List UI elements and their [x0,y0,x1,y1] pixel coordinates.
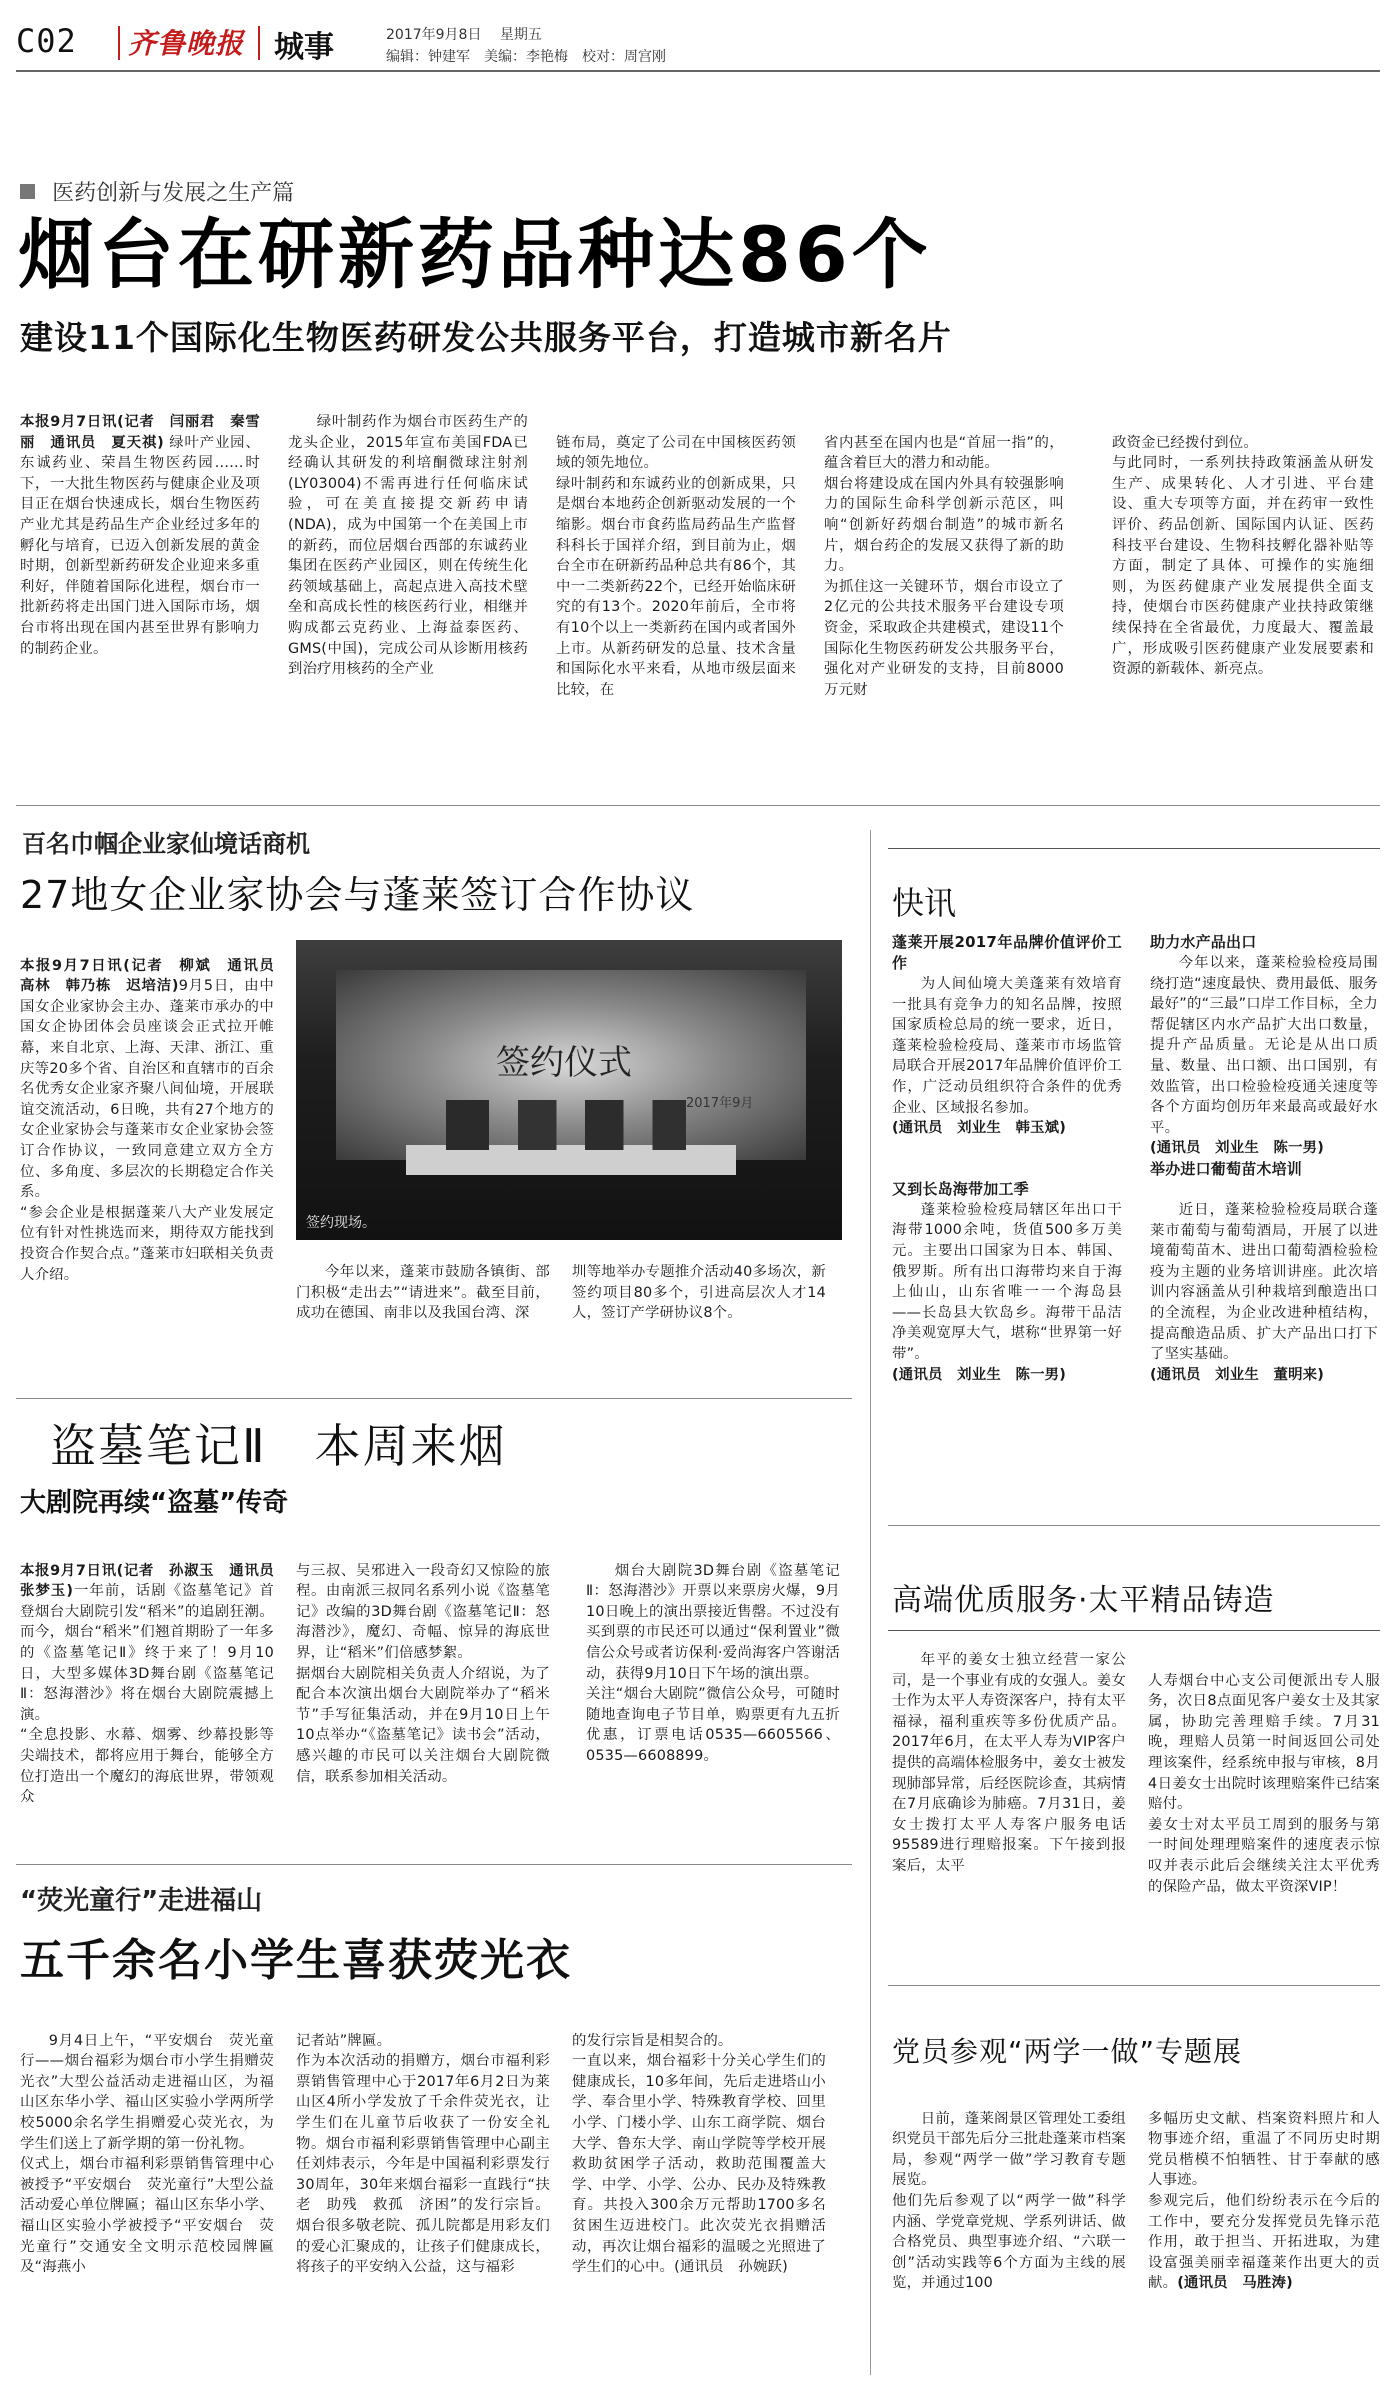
dangyuan-col2 [1148,2088,1380,2315]
article2-col1-text: 9月5日，由中国女企业家协会主办、蓬莱市承办的中国女企协团体会员座谈会正式拉开帷幕，来自北京、上海、天津、浙江、重庆等20多个省、自治区和直辖市的百余名优秀女企业家齐聚八间仙境，开展联谊交流活动，6日晚，共有27个地方的女企业家协会与蓬莱市女企业家协会签订合作协议，一致同意建立双方全方位、多角度、多层次的长期稳定合作关系。 “参会企业是根据蓬莱八大产业发展定位有针对性挑选而来，期待双方能找到投资合作契合点。”蓬莱市妇联相关负责人介绍。 [20,978,274,1283]
article1-headline: 烟台在研新药品种达86个 [18,210,932,299]
article3-col3-text: 烟台大剧院3D舞台剧《盗墓笔记Ⅱ：怒海潜沙》开票以来票房火爆，9月10日晚上的演出票接近售罄。不过没有买到票的市民还可以通过“保利置业”微信公众号或者访保利·爱尚海客户答谢活动，获得9月10日下午场的演出票。 关注“烟台大剧院”微信公众号，可随时随地查询电子节目单，购票更有九五折优惠，订票电话0535—6605566、0535—6608899。 [586,1562,840,1764]
kuaixun-item2-title: 又到长岛海带加工季 [892,1179,1029,1198]
weekday: 星期五 [499,27,542,43]
kuaixun-col2 [1150,932,1378,1385]
masthead [0,0,1395,70]
kuaixun-bottom-rule [888,1525,1380,1526]
kuaixun-col1 [892,932,1122,1385]
article3-headline: 盗墓笔记Ⅱ 本周来烟 [50,1419,507,1473]
taiping-col1-text: 年平的姜女士独立经营一家公司，是一个事业有成的女强人。姜女士作为太平人寿资深客户，持有太平福禄，福利重疾等多份优质产品。2017年6月，在太平人寿为VIP客户提供的高端体检服务中，姜女士被发现肺部异常，后经医院诊查，其病情在7月底确诊为肺癌。7月31日，姜女士拨打太平人寿客户服务电话95589进行理赔报案。下午接到报案后，太平 [892,1652,1126,1874]
photo-stage-text: 签约仪式 [496,1043,632,1083]
masthead-divider [118,26,120,60]
article2-bottom-rule [16,1398,852,1399]
article3-col2-text: 与三叔、吴邪进入一段奇幻又惊险的旅程。由南派三叔同名系列小说《盗墓笔记》改编的3D舞台剧《盗墓笔记Ⅱ：怒海潜沙》，魔幻、奇幅、惊异的海底世界，让“稻米”们倍感梦絮。 据烟台大剧院相关负责人介绍说，为了配合本次演出烟台大剧院举办了“稻米节”手写征集活动，并在9月10日上午10点举办“《盗墓笔记》读书会”活动，感兴趣的市民可以关注烟台大剧院微信，联系参加相关活动。 [296,1562,550,1785]
article1-col5 [1112,412,1374,700]
article1-col5-text: 政资金已经拨付到位。 与此同时，一系列扶持政策涵盖从研发生产、成果转化、人才引进、平台建设、重大专项等方面，并在药审一致性评价、药品创新、国际国内认证、医药科技平台建设、生物科技孵化器补贴等方面，制定了具体、可操作的实施细则，为医药健康产业发展提供全面支持，使烟台市医药健康产业扶持政策继续保持在全省最优，力度最大、覆盖最广，形成吸引医药健康产业发展要素和资源的新载体、新亮点。 [1112,434,1374,678]
issue-date [386,24,542,44]
dangyuan-col1 [892,2088,1126,2315]
article2-kicker: 百名巾帼企业家仙境话商机 [22,830,310,858]
signing-ceremony-photo [296,940,842,1240]
article3-subhead: 大剧院再续“盗墓”传奇 [20,1488,289,1518]
article1-col4-text: 省内甚至在国内也是“首屈一指”的，蕴含着巨大的潜力和动能。 烟台将建设成在国内外具有较强影响力的国际生命科学创新示范区，叫响“创新好药烟台制造”的城市新名片，烟台药企的发展又获得了新的助力。 为抓住这一关键环节，烟台市设立了2亿元的公共技术服务平台建设专项资金，采取政企共建模式，建设11个国际化生物医药研发公共服务平台，强化对产业研发的支持，目前8000万元财 [824,434,1064,698]
article4-kicker: “荧光童行”走进福山 [20,1886,263,1916]
kuaixun-item3-title: 助力水产品出口 [1150,933,1257,951]
kuaixun-item2-text: 蓬莱检验检疫局辖区年出口干海带1000余吨，货值500多万美元。主要出口国家为日本、韩国、俄罗斯。所有出口海带均来自于海上仙山，山东省唯一一个海岛县——长岛县大钦岛乡。海带干品洁净美观宽厚大气，堪称“世界第一好带”。 [892,1201,1122,1362]
article4-col1-text: 9月4日上午，“平安烟台 荧光童行——烟台福彩为烟台市小学生捐赠荧光衣”大型公益活动走进福山区，为福山区东华小学、福山区实验小学两所学校5000余名学生捐赠爱心荧光衣，为学生们送上了新学期的第一份礼物。 仪式上，烟台市福利彩票销售管理中心被授予“平安烟台 荧光童行”大型公益活动爱心单位牌匾；福山区东华小学、福山区实验小学被授予“平安烟台 荧光童行”交通安全文明示范校园牌匾及“海燕小 [20,2032,274,2276]
photo-stage-date: 2017年9月 [686,1096,754,1111]
taiping-col1 [892,1650,1126,1877]
article4-col2-text: 记者站”牌匾。 作为本次活动的捐赠方，烟台市福利彩票销售管理中心于2017年6月2日为莱山区4所小学发放了千余件荧光衣，让学生们在儿童节后收获了一份安全礼物。烟台市福利彩票销售管理中心副主任刘炜表示，今年是中国福利彩票发行30周年，30年来烟台福彩一直践行“扶老 助残 救孤 济困”的发行宗旨。烟台很多敬老院、孤儿院都是用彩友们的爱心汇聚成的，让孩子们健康成长，将孩子的平安纳入公益，这与福彩 [296,2032,550,2276]
article1-col1 [20,412,260,659]
section-name: 城事 [274,30,334,65]
article2-col1 [20,935,289,1306]
kicker-square-icon [20,184,35,199]
article3-col1-text: 一年前，话剧《盗墓笔记》首登烟台大剧院引发“稻米”的追剧狂潮。而今，烟台“稻米”们翘首期盼了一年多的《盗墓笔记Ⅱ》终于来了！9月10日，大型多媒体3D舞台剧《盗墓笔记Ⅱ：怒海潜沙》将在烟台大剧院震撼上演。 “全息投影、水幕、烟雾、纱幕投影等尖端技术，都将应用于舞台，能够全方位打造出一个魔幻的海底世界，带领观众 [20,1583,274,1806]
paper-logo: 齐鲁晚报 [128,27,245,60]
taiping-col2-text: 人寿烟台中心支公司便派出专人服务，次日8点面见客户姜女士及其家属，协助完善理赔手续。7月31晚，理赔人员第一时间返回公司处理该案件，经系统申报与审核，8月4日姜女士出院时该理赔案件已结案赔付。 姜女士对太平员工周到的服务与第一时间处理理赔案件的速度表示惊叹并表示此后会继续关注太平优秀的保险产品，做太平资深VIP！ [1148,1672,1380,1895]
article2-lead: 本报9月7日讯(记者 柳斌 通讯员 高林 韩乃栋 迟培洁) [20,957,289,995]
kuaixun-item4-text: 近日，蓬莱检验检疫局联合蓬莱市葡萄与葡萄酒局，开展了以进境葡萄苗木、进出口葡萄酒检验检疫为主题的业务培训讲座。此次培训内容涵盖从引种栽培到酿造出口的全流程，为企业改进种植结构，提高酿造品质、扩大产品出口打下了坚实基础。 [1150,1201,1378,1363]
masthead-rule [16,70,1380,72]
dangyuan-byline: (通讯员 马胜涛) [1177,2275,1293,2292]
article1-kicker [20,176,294,207]
photo-caption: 签约现场。 [306,1215,376,1231]
dangyuan-headline: 党员参观“两学一做”专题展 [892,2035,1243,2068]
article4-headline: 五千余名小学生喜获荧光衣 [20,1935,572,1986]
article1-col4 [824,412,1064,721]
kuaixun-item3-text: 今年以来，蓬莱检验检疫局围绕打造“速度最快、费用最低、服务最好”的“三最”口岸工作目标，全力帮促辖区内水产品扩大出口数量，提升产品质量。无论是从出口质量、数量、出口额、出口国别，有效监管，出口检验检疫通关速度等各个方面均创历年来最高或最好水平。 [1150,955,1378,1136]
article1-bottom-rule [16,805,1380,806]
credits: 编辑：钟建军 美编：李艳梅 校对：周宫刚 [386,49,666,65]
article4-col3 [572,2010,826,2298]
article2-headline: 27地女企业家协会与蓬莱签订合作协议 [20,873,695,917]
article2-col3-text: 圳等地举办专题推介活动40多场次，新签约项目80多个，引进高层次人才14人，签订产学研协议8个。 [572,1264,826,1322]
taiping-bottom-rule [888,1985,1380,1986]
article3-col1 [20,1540,289,1828]
article2-col3 [572,1262,826,1324]
kuaixun-item3-byline: (通讯员 刘业生 陈一男) [1150,1140,1325,1157]
article2-col2 [296,1262,550,1324]
article1-lead: 本报9月7日讯(记者 闫丽君 秦雪丽 通讯员 夏天祺) [20,414,260,451]
right-column-divider [870,830,871,2375]
article1-subhead: 建设11个国际化生物医药研发公共服务平台，打造城市新名片 [20,318,952,357]
masthead-divider-2 [258,26,260,60]
article2-col2-text: 今年以来，蓬莱市鼓励各镇街、部门积极“走出去”“请进来”。截至目前，成功在德国、南非以及我国台湾、深 [296,1264,550,1322]
photo-people [446,1100,686,1150]
article3-lead: 本报9月7日讯(记者 孙淑玉 通讯员 张梦玉) [20,1562,289,1600]
kuaixun-item1-byline: (通讯员 刘业生 韩玉斌) [892,1120,1067,1137]
kuaixun-item4-title: 举办进口葡萄苗木培训 [1150,1159,1303,1178]
date: 2017年9月8日 [386,27,482,43]
article1-col2 [288,412,528,680]
kuaixun-item4-byline: (通讯员 刘业生 董明来) [1150,1366,1325,1383]
article3-col3 [586,1540,840,1787]
kuaixun-top-rule [888,848,1380,849]
kuaixun-item2-byline: (通讯员 刘业生 陈一男) [892,1366,1067,1383]
dangyuan-col1-text: 日前，蓬莱阁景区管理处工委组织党员干部先后分三批赴蓬莱市档案局，参观“两学一做”学习教育专题展览。 他们先后参观了以“两学一做”科学内涵、学党章党规、学系列讲话、做合格党员、典型事迹介绍、“六联一创”活动实践等6个方面为主线的展览，并通过100 [892,2110,1126,2292]
kuaixun-title: 快讯 [892,884,957,922]
kuaixun-item1-text: 为人间仙境大美蓬莱有效培育一批具有竞争力的知名品牌，按照国家质检总局的统一要求，近日，蓬莱检验检疫局、蓬莱市市场监管局联合开展2017年品牌价值评价工作，广泛动员组织符合条件的优秀企业、区域报名参加。 [892,976,1122,1116]
taiping-col2 [1148,1650,1380,1918]
dangyuan-col2-text: 多幅历史文献、档案资料照片和人物事迹介绍，重温了不同历史时期党员楷模不怕牺牲、甘于奉献的感人事迹。 参观完后，他们纷纷表示在今后的工作中，要充分发挥党员先锋示范作用，敢于担当、开拓进取，为建设富强美丽幸福蓬莱作出更大的贡献。 [1148,2110,1380,2292]
article4-col1 [20,2010,274,2298]
article1-col2-text: 绿叶制药作为烟台市医药生产的龙头企业，2015年宣布美国FDA已经确认其研发的利培酮微球注射剂(LY03004)不需再进行任何临床试验，可在美直接提交新药申请(NDA)，成为中国第一个在美国上市的新药，而位居烟台西部的东诚药业集团在医药产业园区，则在传统生化药领域基础上，高起点进入高技术壁垒和高成长性的核医药行业，相继并购成都云克药业、上海益泰医药、GMS(中国)，完成公司从诊断用核药到治疗用核药的全产业 [288,414,528,678]
article4-col3-text: 的发行宗旨是相契合的。 一直以来，烟台福彩十分关心学生们的健康成长，10多年间，先后走进塔山小学、奉合里小学、特殊教育学校、回里小学、门楼小学、山东工商学院、烟台大学、鲁东大学、南山学院等学校开展救助贫困学子活动，救助范围覆盖大学、中学、小学、公办、民办及特殊教育。共投入300余万元帮助1700多名贫困生迈进校门。此次荧光衣捐赠活动，再次让烟台福彩的温暖之光照进了学生们的心中。(通讯员 孙婉跃) [572,2032,826,2276]
taiping-headline-rule [888,1630,1380,1631]
article1-kicker-text: 医药创新与发展之生产篇 [52,181,295,206]
taiping-headline: 高端优质服务·太平精品铸造 [892,1583,1275,1618]
article1-col3 [556,412,796,721]
article1-col1-text: 绿叶产业园、东诚药业、荣昌生物医药园……时下，一大批生物医药与健康企业及项目正在烟台快速成长，烟台生物医药产业尤其是药品生产企业经过多年的孵化与培育，已迈入创新发展的黄金时期，创新型新药研发企业迎来多重利好，伴随着国际化进程，烟台市一批新药将走出国门进入国际市场，烟台市将出现在国内甚至世界有影响力的制药企业。 [20,434,261,657]
article3-col2 [296,1540,550,1808]
article4-col2 [296,2010,550,2298]
kuaixun-item1-title: 蓬莱开展2017年品牌价值评价工作 [892,933,1122,972]
article3-bottom-rule [16,1864,852,1865]
page-number: C02 [16,22,77,60]
article1-col3-text: 链布局，奠定了公司在中国核医药领域的领先地位。 绿叶制药和东诚药业的创新成果，只是烟台本地药企创新驱动发展的一个缩影。烟台市食药监局药品生产监督科科长于国祥介绍，到目前为止，烟台全市在研新药品种总共有86个，其中一二类新药22个，已经开始临床研究的有13个。2020年前后，全市将有10个以上一类新药在国内或者国外上市。从新药研发的总量、技术含量和国际化水平来看，从地市级层面来比较，在 [556,434,796,698]
